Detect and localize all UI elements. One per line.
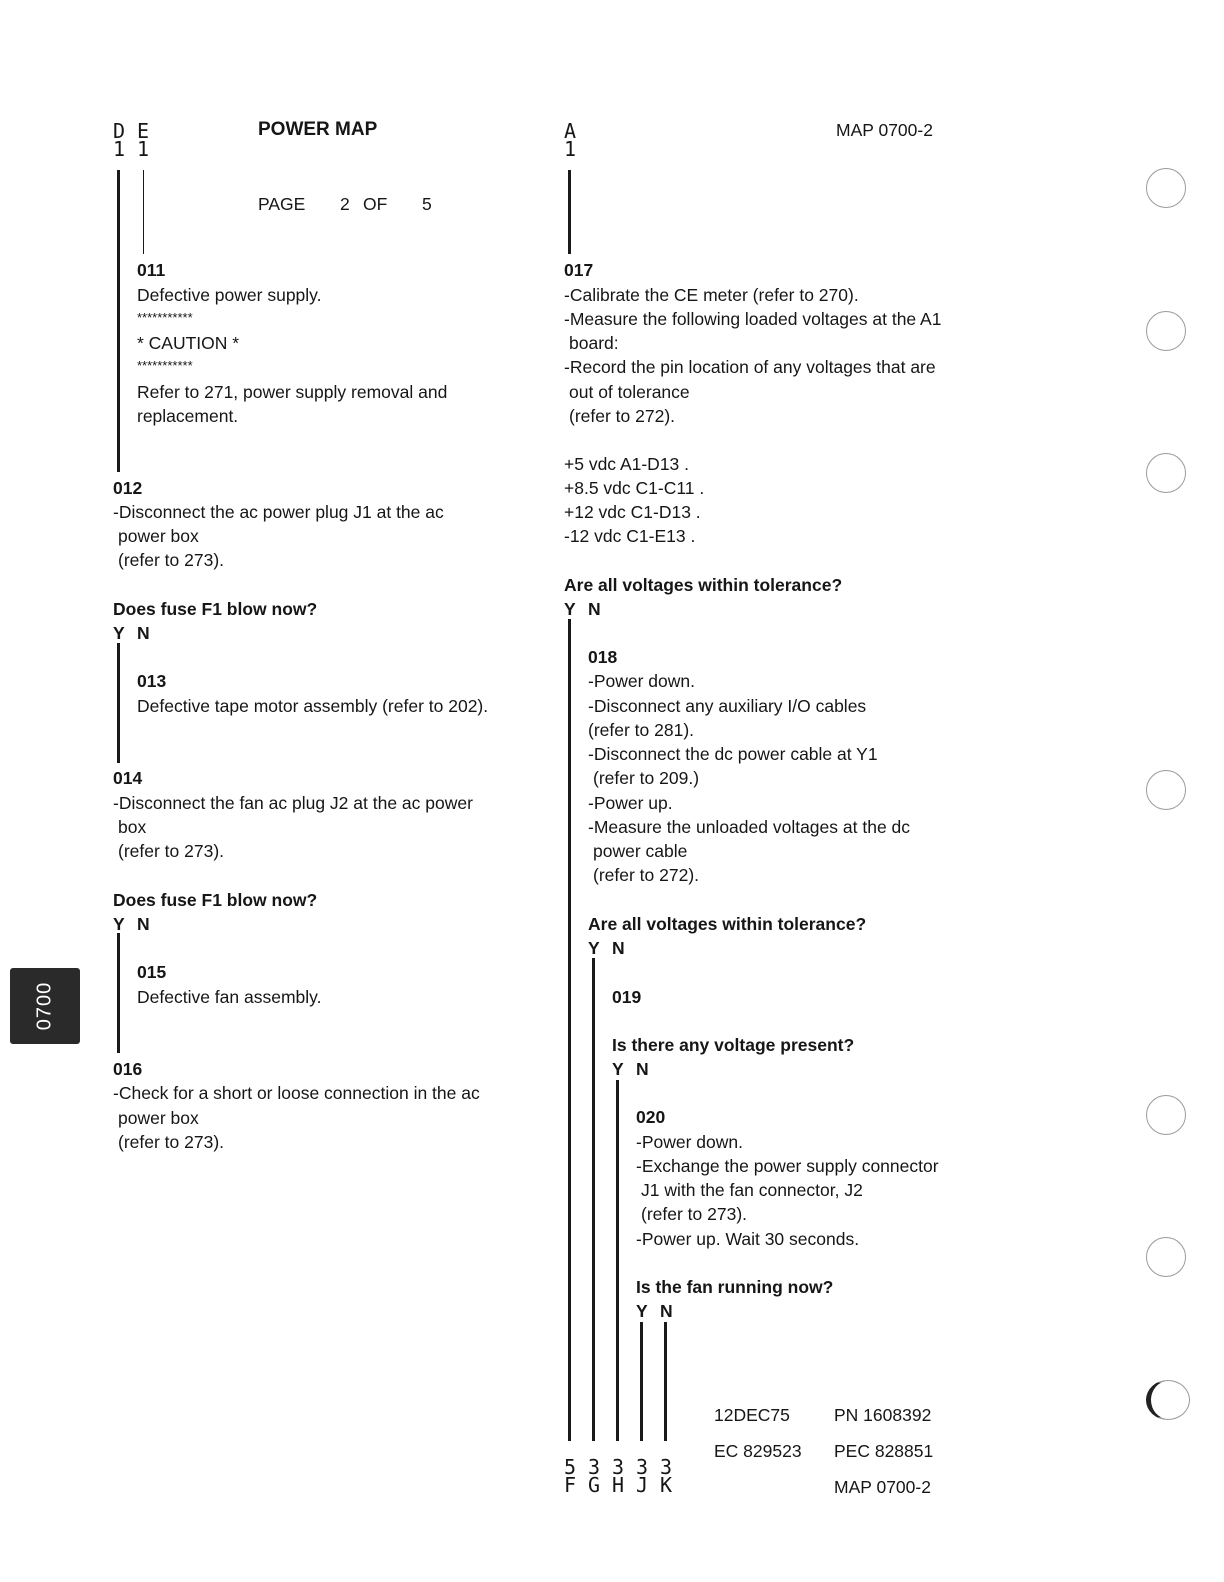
connector-e1: E 1 [137,119,150,161]
step-text: power box [118,526,199,546]
step-number: 012 [113,478,143,498]
voltage-line: +12 vdc C1-D13 . [564,502,701,522]
step-text: Defective tape motor assembly (refer to 202). [137,696,489,716]
decision-question: Is there any voltage present? [612,1035,855,1055]
flow-line-d [117,170,120,472]
footer-pec-number: PEC 828851 [834,1441,934,1461]
connector-3g: 3 G [588,1455,601,1497]
no-label: N [612,938,625,958]
step-text: Defective fan assembly. [137,987,322,1007]
step-number: 014 [113,768,143,788]
yes-label: Y [564,599,576,619]
step-text: (refer to 281). [588,720,695,740]
step-text: (refer to 273). [118,1132,225,1152]
punch-hole [1146,311,1186,351]
step-text: -Calibrate the CE meter (refer to 270). [564,285,859,305]
step-text: -Disconnect the dc power cable at Y1 [588,744,878,764]
yes-label: Y [113,623,125,643]
step-text: -Disconnect the ac power plug J1 at the ac [113,502,444,522]
step-text: -Power up. [588,793,673,813]
no-label: N [660,1301,673,1321]
step-text: -Measure the following loaded voltages at the A1 [564,309,942,329]
decision-question: Is the fan running now? [636,1277,834,1297]
punch-hole [1146,770,1186,810]
flow-line-y [117,643,120,763]
yes-label: Y [113,914,125,934]
step-number: 017 [564,260,594,280]
step-text: replacement. [137,406,239,426]
step-text: J1 with the fan connector, J2 [641,1180,863,1200]
decision-question: Are all voltages within tolerance? [564,575,843,595]
page-label: PAGE [258,194,306,214]
of-label: OF [363,194,388,214]
step-number: 011 [137,260,166,280]
punch-hole [1146,453,1186,493]
flow-line-j [640,1322,643,1441]
punch-hole [1146,1237,1186,1277]
step-number: 013 [137,671,167,691]
connector-d1: D 1 [113,119,126,161]
no-label: N [588,599,601,619]
punch-hole [1146,1095,1186,1135]
footer-date: 12DEC75 [714,1405,790,1425]
flow-line-f [568,619,571,1441]
step-number: 019 [612,987,642,1007]
step-text: -Check for a short or loose connection in the ac [113,1083,480,1103]
step-text: -Power down. [636,1132,743,1152]
step-text: (refer to 272). [593,865,700,885]
connector-5f: 5 F [564,1455,577,1497]
footer-part-number: PN 1608392 [834,1405,932,1425]
connector-3k: 3 K [660,1455,673,1497]
flow-line-e [143,170,144,254]
step-text: -Measure the unloaded voltages at the dc [588,817,911,837]
no-label: N [137,914,150,934]
step-text: power cable [593,841,688,861]
section-tab: 0700 [10,968,80,1044]
step-number: 015 [137,962,167,982]
step-text: (refer to 273). [118,841,225,861]
footer-ec-number: EC 829523 [714,1441,802,1461]
flow-line-g [592,958,595,1441]
step-text: -Power up. Wait 30 seconds. [636,1229,860,1249]
connector-3h: 3 H [612,1455,625,1497]
step-text: board: [569,333,619,353]
page-number: 2 [340,194,350,214]
caution-stars: *********** [137,358,193,373]
map-id: MAP 0700-2 [836,120,933,140]
connector-3j: 3 J [636,1455,649,1497]
step-text: out of tolerance [569,382,690,402]
decision-question: Does fuse F1 blow now? [113,890,318,910]
step-number: 018 [588,647,618,667]
step-text: -Disconnect the fan ac plug J2 at the ac power [113,793,473,813]
flow-line-k [664,1322,667,1441]
step-text: -Disconnect any auxiliary I/O cables [588,696,867,716]
step-text: (refer to 272). [569,406,676,426]
flow-line-h [616,1080,619,1441]
voltage-line: +8.5 vdc C1-C11 . [564,478,705,498]
step-text: -Record the pin location of any voltages that are [564,357,936,377]
flow-line-y [117,933,120,1053]
step-text: Refer to 271, power supply removal and [137,382,448,402]
voltage-line: -12 vdc C1-E13 . [564,526,696,546]
step-text: (refer to 273). [118,550,225,570]
caution-label: * CAUTION * [137,333,240,353]
decision-question: Are all voltages within tolerance? [588,914,867,934]
decision-question: Does fuse F1 blow now? [113,599,318,619]
voltage-line: +5 vdc A1-D13 . [564,454,690,474]
step-text: power box [118,1108,199,1128]
punch-hole [1146,168,1186,208]
flow-line-a [568,170,571,254]
no-label: N [137,623,150,643]
punch-hole [1146,1380,1190,1420]
connector-a1: A 1 [564,119,577,161]
yes-label: Y [636,1301,648,1321]
step-text: (refer to 209.) [593,768,700,788]
footer-map-id: MAP 0700-2 [834,1477,931,1497]
yes-label: Y [588,938,600,958]
step-text: Defective power supply. [137,285,322,305]
page-title: POWER MAP [258,119,378,140]
step-number: 016 [113,1059,143,1079]
step-text: -Exchange the power supply connector [636,1156,939,1176]
yes-label: Y [612,1059,624,1079]
step-text: box [118,817,147,837]
step-text: (refer to 273). [641,1204,748,1224]
caution-stars: *********** [137,310,193,325]
step-number: 020 [636,1107,666,1127]
page-total: 5 [422,194,432,214]
step-text: -Power down. [588,671,695,691]
no-label: N [636,1059,649,1079]
